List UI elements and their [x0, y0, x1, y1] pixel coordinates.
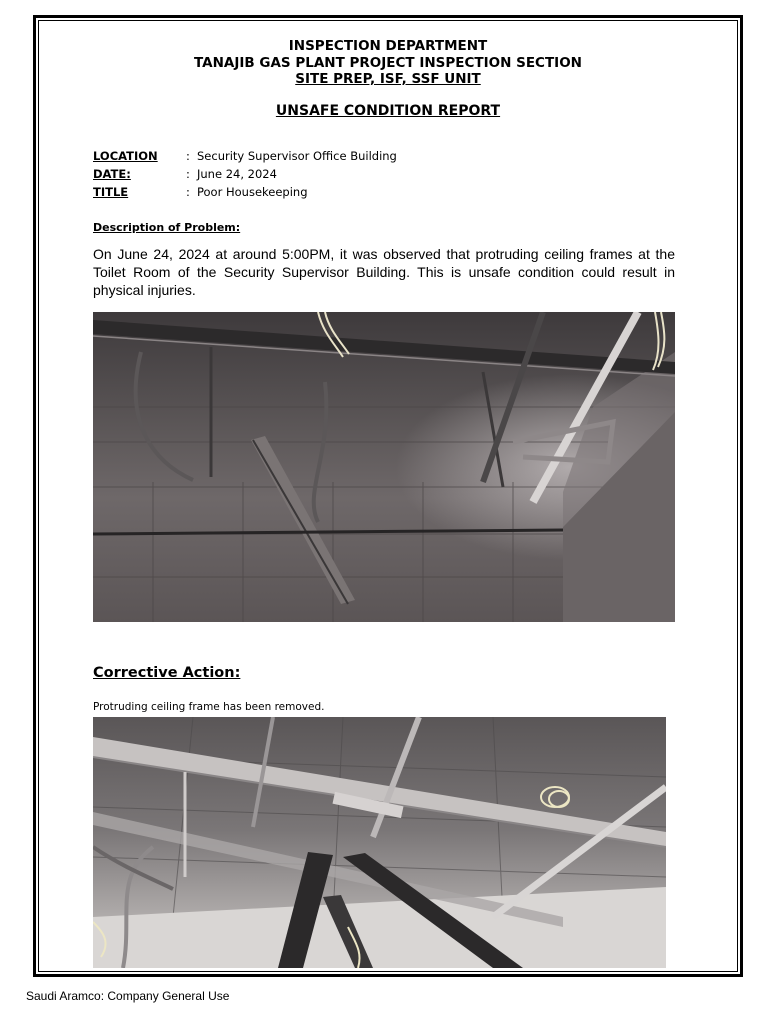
report-header [38, 38, 738, 88]
footer-classification: Saudi Aramco: Company General Use [26, 989, 230, 1003]
title-value: Poor Housekeeping [197, 185, 308, 199]
date-value: June 24, 2024 [197, 167, 277, 181]
location-colon: : [186, 149, 190, 163]
title-colon: : [186, 185, 190, 199]
meta-location-row [93, 147, 397, 165]
description-label: Description of Problem: [93, 221, 241, 234]
report-meta [93, 147, 397, 201]
title-label: TITLE [93, 185, 129, 199]
header-section: TANAJIB GAS PLANT PROJECT INSPECTION SECTION [194, 54, 582, 71]
date-label: DATE: [93, 167, 131, 181]
corrective-action-label: Corrective Action: [93, 665, 241, 681]
location-value: Security Supervisor Office Building [197, 149, 397, 163]
date-colon: : [186, 167, 190, 181]
header-unit: SITE PREP, ISF, SSF UNIT [295, 71, 481, 87]
meta-title-row [93, 183, 397, 201]
location-label: LOCATION [93, 149, 158, 163]
header-department: INSPECTION DEPARTMENT [288, 38, 488, 54]
corrective-action-text: Protruding ceiling frame has been removed. [93, 701, 325, 713]
problem-photo [93, 312, 675, 622]
report-title: UNSAFE CONDITION REPORT [275, 103, 501, 119]
description-text: On June 24, 2024 at around 5:00PM, it was observed that protruding ceiling frames at the Toilet Room of the Security Supervisor Building. This is unsafe condition could result in physical injuries. [93, 246, 675, 298]
corrective-photo [93, 717, 666, 968]
meta-date-row [93, 165, 397, 183]
